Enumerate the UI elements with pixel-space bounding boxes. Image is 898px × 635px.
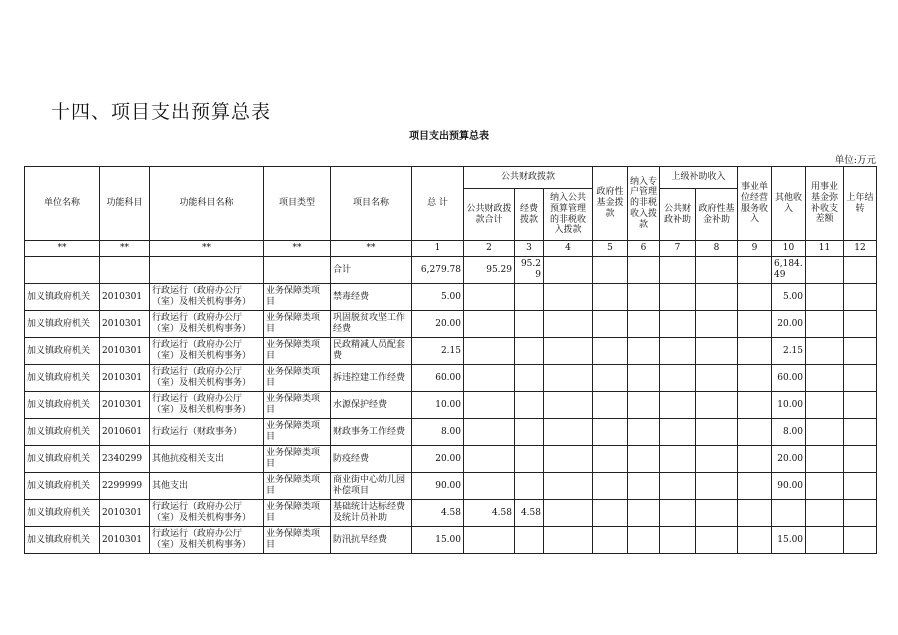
proj-type-cell: 业务保障类项目 xyxy=(264,527,331,554)
table-row xyxy=(25,446,877,473)
empty-cell xyxy=(844,392,877,419)
func-code-cell: 2010301 xyxy=(100,392,150,419)
empty-cell xyxy=(806,500,844,527)
total-empty-cell xyxy=(738,257,772,284)
funds-alloc-cell xyxy=(515,311,544,338)
unit-name-cell: 加义镇政府机关 xyxy=(25,392,100,419)
table-row xyxy=(25,365,877,392)
empty-cell xyxy=(628,446,660,473)
funds-alloc-cell xyxy=(515,338,544,365)
func-name-cell: 其他支出 xyxy=(150,473,264,500)
other-income-cell: 20.00 xyxy=(772,446,806,473)
func-code-cell: 2340299 xyxy=(100,446,150,473)
other-income-cell: 8.00 xyxy=(772,419,806,446)
total-empty-cell xyxy=(806,257,844,284)
empty-cell xyxy=(844,365,877,392)
table-row xyxy=(25,473,877,500)
public-fin-total-cell xyxy=(464,419,515,446)
index-cell: 4 xyxy=(544,241,593,257)
col-proj-name: 项目名称 xyxy=(331,167,412,241)
proj-name-cell: 防疫经费 xyxy=(331,446,412,473)
empty-cell xyxy=(696,446,738,473)
proj-name-cell: 基础统计达标经费及统计员补助 xyxy=(331,500,412,527)
total-empty-cell xyxy=(696,257,738,284)
empty-cell xyxy=(696,338,738,365)
total-func-name-cell xyxy=(150,257,264,284)
col-sup-gov-fund: 政府性基金补助 xyxy=(696,189,738,241)
table-row xyxy=(25,392,877,419)
unit-name-cell: 加义镇政府机关 xyxy=(25,311,100,338)
public-fin-total-cell xyxy=(464,527,515,554)
empty-cell xyxy=(660,392,696,419)
total-cell: 10.00 xyxy=(412,392,464,419)
total-public-fin: 95.29 xyxy=(464,257,515,284)
empty-cell xyxy=(696,284,738,311)
empty-cell xyxy=(738,446,772,473)
func-name-cell: 行政运行（政府办公厅（室）及相关机构事务） xyxy=(150,365,264,392)
col-biz-fund-gap: 用事业基金弥补收支差额 xyxy=(806,167,844,241)
col-group-superior: 上级补助收入 xyxy=(660,167,738,189)
empty-cell xyxy=(544,527,593,554)
total-code-cell xyxy=(100,257,150,284)
index-cell: ** xyxy=(100,241,150,257)
proj-name-cell: 财政事务工作经费 xyxy=(331,419,412,446)
empty-cell xyxy=(738,473,772,500)
empty-cell xyxy=(628,338,660,365)
index-cell: 2 xyxy=(464,241,515,257)
total-empty-cell xyxy=(544,257,593,284)
unit-name-cell: 加义镇政府机关 xyxy=(25,527,100,554)
empty-cell xyxy=(806,473,844,500)
empty-cell xyxy=(593,527,628,554)
public-fin-total-cell xyxy=(464,446,515,473)
proj-type-cell: 业务保障类项目 xyxy=(264,419,331,446)
func-code-cell: 2010301 xyxy=(100,284,150,311)
empty-cell xyxy=(628,365,660,392)
empty-cell xyxy=(628,500,660,527)
col-funds-alloc: 经费拨款 xyxy=(515,189,544,241)
empty-cell xyxy=(660,365,696,392)
col-gov-fund: 政府性基金拨款 xyxy=(593,167,628,241)
funds-alloc-cell xyxy=(515,365,544,392)
func-code-cell: 2010301 xyxy=(100,500,150,527)
public-fin-total-cell xyxy=(464,338,515,365)
empty-cell xyxy=(544,473,593,500)
col-total: 总 计 xyxy=(412,167,464,241)
col-other-income: 其他收入 xyxy=(772,167,806,241)
col-unit-name: 单位名称 xyxy=(25,167,100,241)
empty-cell xyxy=(660,527,696,554)
empty-cell xyxy=(806,338,844,365)
index-cell: ** xyxy=(264,241,331,257)
index-cell: ** xyxy=(25,241,100,257)
empty-cell xyxy=(628,473,660,500)
empty-cell xyxy=(628,392,660,419)
func-code-cell: 2010301 xyxy=(100,338,150,365)
table-row xyxy=(25,338,877,365)
empty-cell xyxy=(696,419,738,446)
empty-cell xyxy=(806,392,844,419)
empty-cell xyxy=(806,527,844,554)
empty-cell xyxy=(844,500,877,527)
empty-cell xyxy=(544,419,593,446)
index-cell: 7 xyxy=(660,241,696,257)
proj-type-cell: 业务保障类项目 xyxy=(264,365,331,392)
proj-name-cell: 巩固脱贫攻坚工作经费 xyxy=(331,311,412,338)
proj-type-cell: 业务保障类项目 xyxy=(264,284,331,311)
total-cell: 90.00 xyxy=(412,473,464,500)
public-fin-total-cell xyxy=(464,365,515,392)
index-cell: 3 xyxy=(515,241,544,257)
table-row xyxy=(25,500,877,527)
index-cell: 8 xyxy=(696,241,738,257)
func-name-cell: 其他抗疫相关支出 xyxy=(150,446,264,473)
empty-cell xyxy=(844,284,877,311)
empty-cell xyxy=(593,365,628,392)
other-income-cell: 10.00 xyxy=(772,392,806,419)
total-empty-cell xyxy=(844,257,877,284)
func-name-cell: 行政运行（政府办公厅（室）及相关机构事务） xyxy=(150,284,264,311)
index-cell: 5 xyxy=(593,241,628,257)
other-income-cell: 20.00 xyxy=(772,311,806,338)
total-empty-cell xyxy=(628,257,660,284)
unit-name-cell: 加义镇政府机关 xyxy=(25,338,100,365)
other-income-cell: 15.00 xyxy=(772,527,806,554)
table-body xyxy=(25,257,877,554)
func-name-cell: 行政运行（政府办公厅（室）及相关机构事务） xyxy=(150,311,264,338)
total-funds-alloc: 95.29 xyxy=(515,257,544,284)
empty-cell xyxy=(628,527,660,554)
col-carryover: 上年结转 xyxy=(844,167,877,241)
empty-cell xyxy=(738,338,772,365)
other-income-cell: 5.00 xyxy=(772,284,806,311)
empty-cell xyxy=(544,311,593,338)
empty-cell xyxy=(696,311,738,338)
empty-cell xyxy=(593,284,628,311)
proj-type-cell: 业务保障类项目 xyxy=(264,473,331,500)
empty-cell xyxy=(593,311,628,338)
unit-name-cell: 加义镇政府机关 xyxy=(25,446,100,473)
index-cell: ** xyxy=(150,241,264,257)
empty-cell xyxy=(593,446,628,473)
public-fin-total-cell xyxy=(464,284,515,311)
empty-cell xyxy=(844,527,877,554)
proj-type-cell: 业务保障类项目 xyxy=(264,446,331,473)
total-type-cell xyxy=(264,257,331,284)
col-biz-service: 事业单位经营服务收入 xyxy=(738,167,772,241)
total-empty-cell xyxy=(660,257,696,284)
proj-name-cell: 禁毒经费 xyxy=(331,284,412,311)
empty-cell xyxy=(844,311,877,338)
empty-cell xyxy=(660,446,696,473)
func-name-cell: 行政运行（政府办公厅（室）及相关机构事务） xyxy=(150,392,264,419)
func-code-cell: 2299999 xyxy=(100,473,150,500)
proj-name-cell: 水源保护经费 xyxy=(331,392,412,419)
col-group-public-fin: 公共财政拨款 xyxy=(464,167,593,189)
funds-alloc-cell xyxy=(515,446,544,473)
empty-cell xyxy=(738,392,772,419)
func-code-cell: 2010601 xyxy=(100,419,150,446)
total-cell: 8.00 xyxy=(412,419,464,446)
total-cell: 4.58 xyxy=(412,500,464,527)
empty-cell xyxy=(593,473,628,500)
empty-cell xyxy=(660,338,696,365)
col-func-name: 功能科目名称 xyxy=(150,167,264,241)
index-cell: 11 xyxy=(806,241,844,257)
index-cell: 1 xyxy=(412,241,464,257)
table-row xyxy=(25,527,877,554)
budget-table xyxy=(24,166,877,554)
empty-cell xyxy=(544,392,593,419)
total-row xyxy=(25,257,877,284)
proj-type-cell: 业务保障类项目 xyxy=(264,338,331,365)
public-fin-total-cell xyxy=(464,311,515,338)
empty-cell xyxy=(806,446,844,473)
table-row xyxy=(25,284,877,311)
empty-cell xyxy=(660,419,696,446)
proj-name-cell: 民政精减人员配套费 xyxy=(331,338,412,365)
empty-cell xyxy=(593,419,628,446)
empty-cell xyxy=(628,284,660,311)
unit-name-cell: 加义镇政府机关 xyxy=(25,473,100,500)
empty-cell xyxy=(696,365,738,392)
total-other-income: 6,184.49 xyxy=(772,257,806,284)
empty-cell xyxy=(544,338,593,365)
func-name-cell: 行政运行（政府办公厅（室）及相关机构事务） xyxy=(150,338,264,365)
funds-alloc-cell xyxy=(515,419,544,446)
unit-name-cell: 加义镇政府机关 xyxy=(25,365,100,392)
index-cell: 10 xyxy=(772,241,806,257)
col-func-code: 功能科目 xyxy=(100,167,150,241)
func-name-cell: 行政运行（财政事务） xyxy=(150,419,264,446)
empty-cell xyxy=(738,419,772,446)
empty-cell xyxy=(660,311,696,338)
empty-cell xyxy=(844,338,877,365)
empty-cell xyxy=(660,473,696,500)
empty-cell xyxy=(696,500,738,527)
other-income-cell xyxy=(772,500,806,527)
empty-cell xyxy=(628,419,660,446)
empty-cell xyxy=(544,500,593,527)
index-cell: 9 xyxy=(738,241,772,257)
col-public-fin-total: 公共财政拨款合计 xyxy=(464,189,515,241)
table-row xyxy=(25,311,877,338)
empty-cell xyxy=(844,446,877,473)
func-name-cell: 行政运行（政府办公厅（室）及相关机构事务） xyxy=(150,527,264,554)
other-income-cell: 60.00 xyxy=(772,365,806,392)
empty-cell xyxy=(544,284,593,311)
empty-cell xyxy=(628,311,660,338)
index-row xyxy=(25,241,877,257)
empty-cell xyxy=(738,365,772,392)
func-code-cell: 2010301 xyxy=(100,365,150,392)
col-sup-public: 公共财政补助 xyxy=(660,189,696,241)
total-empty-cell xyxy=(593,257,628,284)
funds-alloc-cell xyxy=(515,473,544,500)
index-cell: 6 xyxy=(628,241,660,257)
empty-cell xyxy=(593,500,628,527)
other-income-cell: 2.15 xyxy=(772,338,806,365)
empty-cell xyxy=(660,284,696,311)
unit-name-cell: 加义镇政府机关 xyxy=(25,419,100,446)
total-cell: 20.00 xyxy=(412,311,464,338)
other-income-cell: 90.00 xyxy=(772,473,806,500)
funds-alloc-cell: 4.58 xyxy=(515,500,544,527)
empty-cell xyxy=(806,311,844,338)
empty-cell xyxy=(806,284,844,311)
empty-cell xyxy=(696,527,738,554)
proj-type-cell: 业务保障类项目 xyxy=(264,392,331,419)
empty-cell xyxy=(738,500,772,527)
total-cell: 2.15 xyxy=(412,338,464,365)
public-fin-total-cell xyxy=(464,473,515,500)
unit-name-cell: 加义镇政府机关 xyxy=(25,284,100,311)
page-heading: 十四、项目支出预算总表 xyxy=(51,101,272,123)
funds-alloc-cell xyxy=(515,392,544,419)
total-total: 6,279.78 xyxy=(412,257,464,284)
empty-cell xyxy=(844,419,877,446)
unit-name-cell: 加义镇政府机关 xyxy=(25,500,100,527)
proj-type-cell: 业务保障类项目 xyxy=(264,311,331,338)
empty-cell xyxy=(660,500,696,527)
col-proj-type: 项目类型 xyxy=(264,167,331,241)
public-fin-total-cell: 4.58 xyxy=(464,500,515,527)
empty-cell xyxy=(738,527,772,554)
table-title: 项目支出预算总表 xyxy=(409,131,489,142)
proj-name-cell: 商业街中心幼儿园补偿项目 xyxy=(331,473,412,500)
funds-alloc-cell xyxy=(515,284,544,311)
empty-cell xyxy=(844,473,877,500)
funds-alloc-cell xyxy=(515,527,544,554)
table-row xyxy=(25,419,877,446)
empty-cell xyxy=(696,392,738,419)
total-cell: 15.00 xyxy=(412,527,464,554)
total-cell: 60.00 xyxy=(412,365,464,392)
col-special-nontax: 纳入专户管理的非税收入拨款 xyxy=(628,167,660,241)
index-cell: 12 xyxy=(844,241,877,257)
total-label: 合计 xyxy=(331,257,412,284)
proj-type-cell: 业务保障类项目 xyxy=(264,500,331,527)
empty-cell xyxy=(593,392,628,419)
index-cell: ** xyxy=(331,241,412,257)
func-code-cell: 2010301 xyxy=(100,311,150,338)
empty-cell xyxy=(593,338,628,365)
total-cell: 5.00 xyxy=(412,284,464,311)
empty-cell xyxy=(738,311,772,338)
empty-cell xyxy=(544,365,593,392)
func-code-cell: 2010301 xyxy=(100,527,150,554)
empty-cell xyxy=(696,473,738,500)
empty-cell xyxy=(806,419,844,446)
col-nontax-public: 纳入公共预算管理的非税收入拨款 xyxy=(544,189,593,241)
func-name-cell: 行政运行（政府办公厅（室）及相关机构事务） xyxy=(150,500,264,527)
empty-cell xyxy=(738,284,772,311)
total-unit-cell xyxy=(25,257,100,284)
public-fin-total-cell xyxy=(464,392,515,419)
empty-cell xyxy=(806,365,844,392)
unit-label: 单位:万元 xyxy=(834,155,876,166)
total-cell: 20.00 xyxy=(412,446,464,473)
empty-cell xyxy=(544,446,593,473)
proj-name-cell: 拆违控建工作经费 xyxy=(331,365,412,392)
proj-name-cell: 防汛抗旱经费 xyxy=(331,527,412,554)
